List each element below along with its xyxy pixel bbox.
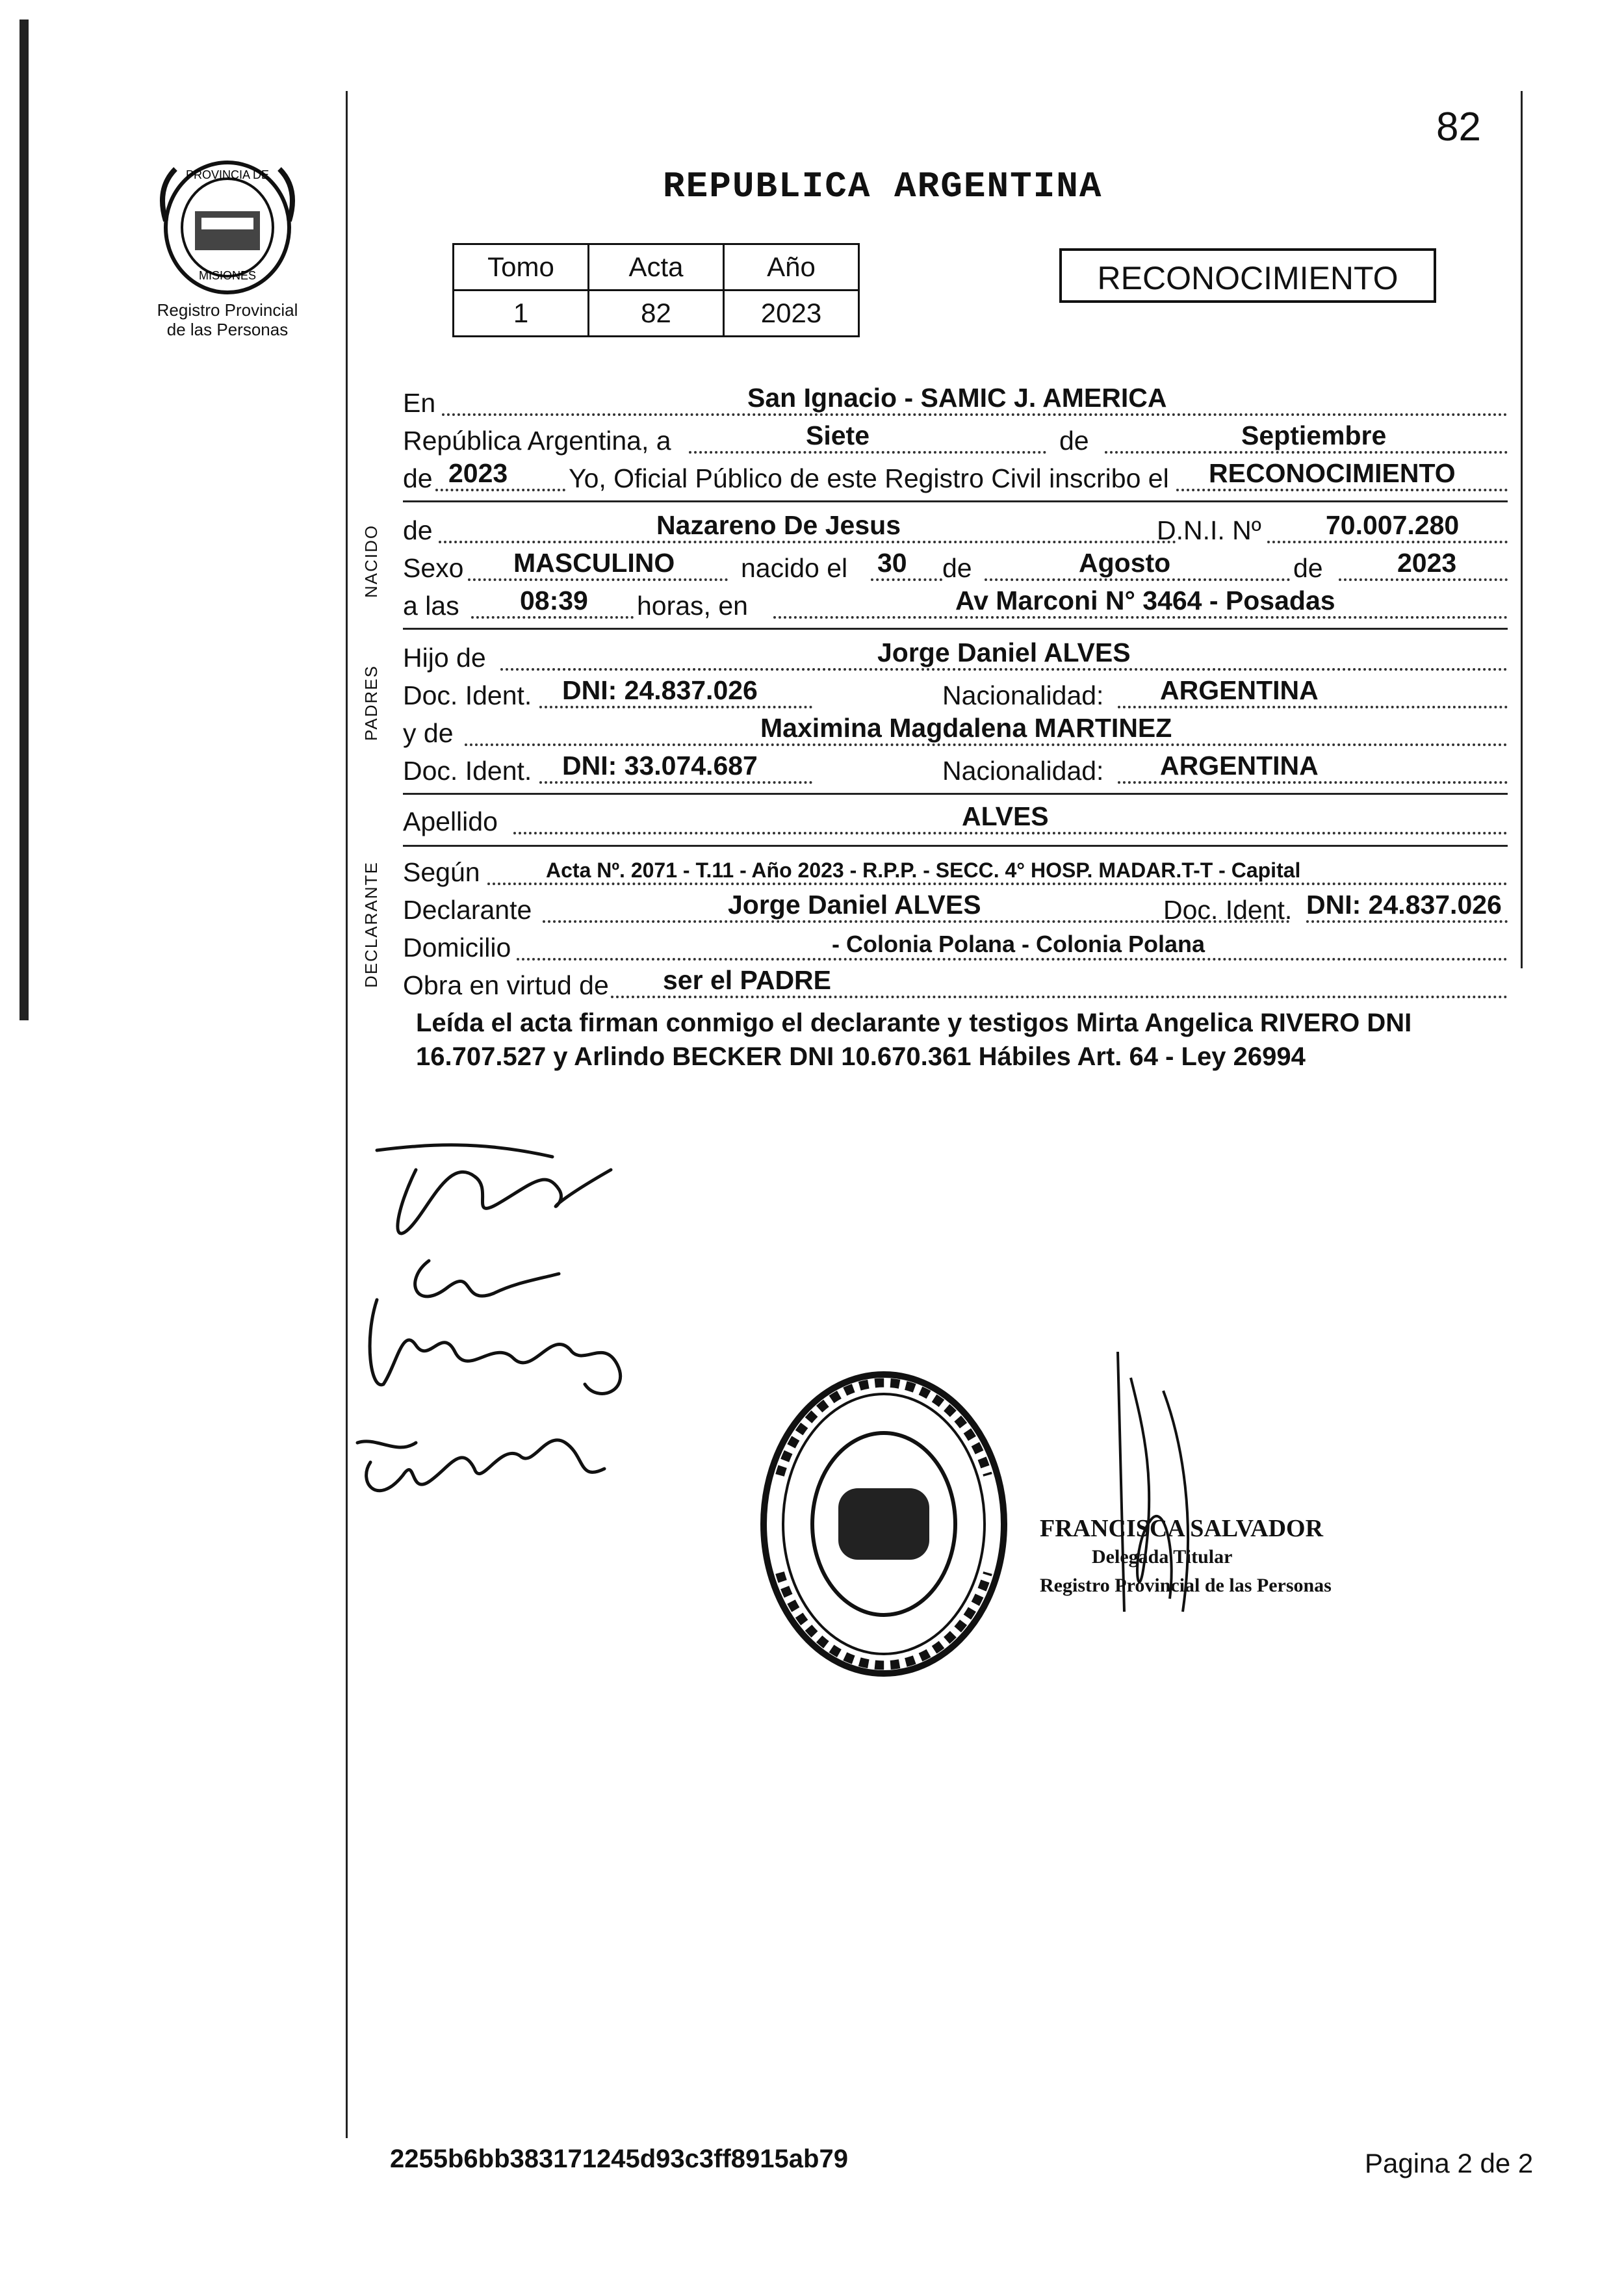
row-obra [403,967,1508,1003]
dotted-line [1105,451,1508,454]
label-apellido: Apellido [403,807,498,836]
label-doc-ident: Doc. Ident. [403,756,532,786]
dotted-line [871,578,942,581]
table-cell: 1 [454,290,589,337]
label-oficial: Yo, Oficial Público de este Registro Civil inscribo el [569,463,1169,493]
label-doc-ident: Doc. Ident. [1163,895,1293,925]
label-declarante: Declarante [403,895,532,925]
dotted-line [465,743,1508,746]
handwritten-signatures [338,1131,702,1534]
dotted-line [500,668,1508,671]
row-sexo [403,550,1508,586]
row-hora [403,587,1508,624]
label-a-las: a las [403,591,459,621]
svg-text:MISIONES: MISIONES [198,269,257,282]
section-divider [403,628,1508,630]
table-header: Acta [589,244,724,290]
right-border-line [1521,91,1523,968]
left-border-line [346,91,348,2138]
value-sexo: MASCULINO [513,548,675,578]
table-header: Tomo [454,244,589,290]
label-en: En [403,388,436,418]
dotted-line [487,883,1508,885]
value-madre: Maximina Magdalena MARTINEZ [760,713,1172,743]
label-republica: República Argentina, a [403,426,671,456]
value-madre-nacionalidad: ARGENTINA [1160,751,1319,781]
row-anio [403,460,1508,497]
row-domicilio [403,929,1508,966]
dotted-line [1118,706,1508,708]
value-mes-nacimiento: Agosto [1079,548,1171,578]
label-nacionalidad: Nacionalidad: [942,680,1104,710]
row-madre-doc [403,753,1508,789]
section-label-declarante: DECLARANTE [361,861,381,988]
dotted-line [611,996,1508,998]
label-nacido-el: nacido el [741,553,848,583]
officer-block [1040,1514,1332,1600]
section-divider [403,500,1508,502]
dotted-line [1118,781,1508,784]
label-sexo: Sexo [403,553,464,583]
logo-caption [123,300,331,339]
closing-text: Leída el acta firman conmigo el declarante y testigos Mirta Angelica RIVERO DNI 16.707.527 y Arlindo BECKER DNI 10.670.361 Hábiles Art. 64 - Ley 26994 [416,1009,1412,1071]
label-y-de: y de [403,718,454,748]
value-inscribe: RECONOCIMIENTO [1209,458,1456,488]
label-horas-en: horas, en [637,591,748,621]
label-nacionalidad: Nacionalidad: [942,756,1104,786]
value-lugar-inscripcion: San Ignacio - SAMIC J. AMERICA [747,383,1167,413]
value-padre-nacionalidad: ARGENTINA [1160,675,1319,705]
label-de: de [1059,426,1089,456]
dotted-line [689,451,1046,454]
dotted-line [442,413,1508,416]
dotted-line [1339,578,1508,581]
row-declarante [403,892,1508,928]
label-de: de [403,515,433,545]
dotted-line [468,578,728,581]
section-divider [403,793,1508,795]
dotted-line [985,578,1290,581]
dotted-line [1306,920,1508,923]
document-title: REPUBLICA ARGENTINA [663,166,1103,207]
provincia-misiones-seal-icon [149,149,305,318]
section-label-padres: PADRES [361,665,381,741]
page-number: 82 [1436,105,1481,149]
officer-title: Delegada Titular [1092,1546,1233,1568]
value-declarante: Jorge Daniel ALVES [728,890,981,920]
label-de2: de [403,463,433,493]
dotted-line [539,781,812,784]
label-doc-ident: Doc. Ident. [403,680,532,710]
label-dni: D.N.I. Nº [1157,515,1261,545]
value-lugar-nacimiento: Av Marconi N° 3464 - Posadas [955,586,1335,615]
value-anio: 2023 [448,458,508,488]
table-cell: 2023 [724,290,859,337]
dotted-line [439,541,1176,543]
value-dia: Siete [806,420,870,450]
value-declarante-doc: DNI: 24.837.026 [1306,890,1502,920]
dotted-line [513,832,1508,834]
section-divider [403,845,1508,847]
value-nombre: Nazareno De Jesus [656,510,901,540]
row-hijo-de [403,639,1508,676]
dotted-line [517,958,1508,961]
value-padre-doc: DNI: 24.837.026 [562,675,758,705]
svg-text:PROVINCIA DE: PROVINCIA DE [185,168,270,181]
label-obra: Obra en virtud de [403,970,609,1000]
value-dni: 70.007.280 [1326,510,1460,540]
dotted-line [471,616,634,619]
label-hijo-de: Hijo de [403,643,486,673]
section-label-nacido: NACIDO [361,524,381,598]
dotted-line [539,706,812,708]
value-mes: Septiembre [1241,420,1387,450]
registro-oval-stamp-icon [754,1365,1014,1683]
table-cell: 82 [589,290,724,337]
dotted-line [1176,489,1508,491]
dotted-line [435,489,565,491]
logo-caption-line2: de las Personas [166,320,289,339]
officer-name: FRANCISCA SALVADOR [1040,1515,1324,1542]
table-header: Año [724,244,859,290]
value-segun: Acta Nº. 2071 - T.11 - Año 2023 - R.P.P. - SECC. 4° HOSP. MADAR.T-T - Capital [546,858,1301,882]
row-republica [403,422,1508,459]
value-padre: Jorge Daniel ALVES [877,638,1131,667]
value-dia-nacimiento: 30 [877,548,907,578]
logo-caption-line1: Registro Provincial [157,300,298,320]
dotted-line [773,616,1508,619]
value-hora: 08:39 [520,586,588,615]
label-de: de [942,553,972,583]
value-obra: ser el PADRE [663,965,832,995]
act-type-box: RECONOCIMIENTO [1059,248,1436,303]
row-en [403,385,1508,421]
row-padre-doc [403,677,1508,714]
dotted-line [1267,541,1508,543]
value-apellido: ALVES [962,801,1049,831]
value-anio-nacimiento: 2023 [1397,548,1457,578]
row-y-de [403,715,1508,751]
row-segun [403,854,1508,890]
row-apellido [403,803,1508,840]
label-domicilio: Domicilio [403,933,511,962]
value-domicilio: - Colonia Polana - Colonia Polana [832,931,1205,957]
label-de: de [1293,553,1323,583]
left-margin-bar [19,19,29,1020]
row-nombre [403,512,1508,549]
page-indicator: Pagina 2 de 2 [1365,2148,1534,2178]
value-madre-doc: DNI: 33.074.687 [562,751,758,781]
label-segun: Según [403,857,480,887]
document-hash: 2255b6bb383171245d93c3ff8915ab79 [390,2145,848,2173]
reference-table [452,243,860,337]
officer-office: Registro Provincial de las Personas [1040,1575,1332,1596]
